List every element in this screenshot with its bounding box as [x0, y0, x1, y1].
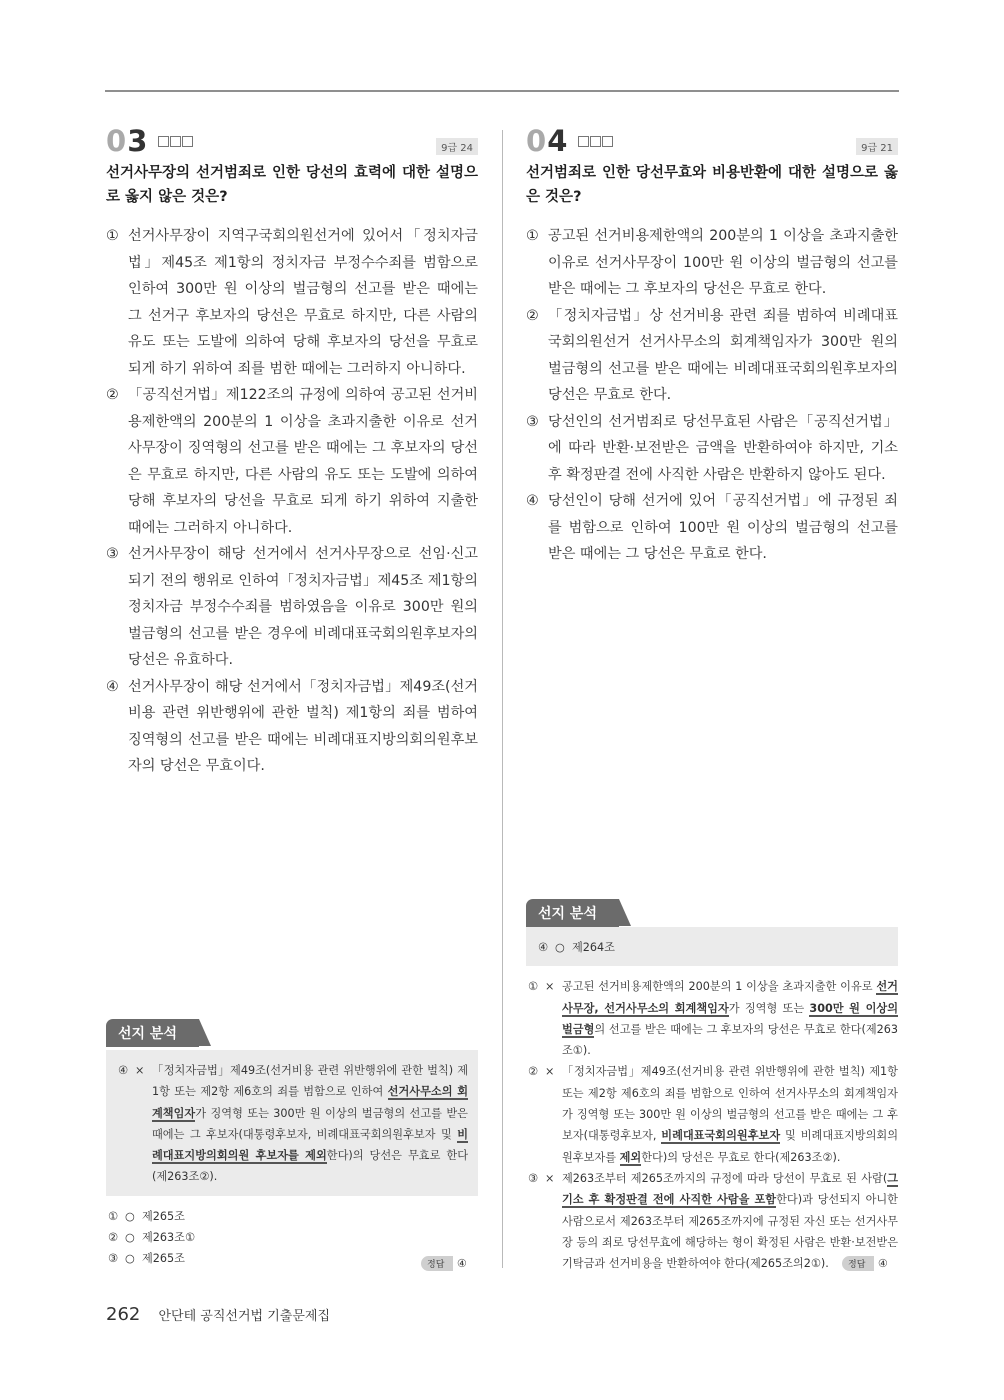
correct-mark-icon: ○ — [555, 941, 565, 954]
choice-list — [526, 223, 898, 568]
question-text: 선거사무장의 선거범죄로 인한 당선의 효력에 대한 설명으로 옳지 않은 것은? — [106, 165, 478, 205]
question-text: 선거범죄로 인한 당선무효와 비용반환에 대한 설명으로 옳은 것은? — [526, 165, 898, 205]
choice-1: ① 공고된 선거비용제한액의 200분의 1 이상을 초과지출한 이유로 선거사무장이 100만 원 이상의 벌금형의 선고를 받은 때에는 그 후보자의 당선은 무효로 한다. — [526, 228, 898, 297]
analysis-row: ④ × 「정치자금법」제49조(선거비용 관련 위반행위에 관한 벌칙) 제1항 또는 제2항 제6호의 죄를 범함으로 인하여 선거사무소의 회계책임자가 징역형 또는 300만 원 이상의 벌금형의 선고를 받은 때에는 그 후보자(대통령후보자, 비례대표국회의원후보자 및 비례대표지방의회의원 후보자를 제외한다)의 당선은 무효로 한다(제263조②). — [116, 1060, 468, 1188]
page-footer — [106, 1304, 330, 1325]
correct-mark-icon: ○ — [125, 1252, 135, 1266]
question-03 — [106, 125, 478, 780]
question-header — [106, 125, 478, 158]
question-number: 04 — [526, 124, 569, 158]
choice-2: ② 「공직선거법」제122조의 규정에 의하여 공고된 선거비용제한액의 200분의 1 이상을 초과지출한 이유로 선거사무장이 징역형의 선고를 받은 때에는 그 후보자의 당선은 무효로 하지만, 다른 사람의 유도 또는 도발에 의하여 당해 후보자의 당선을 무효로 되게 하기 위하여 지출한 때에는 그러하지 아니하다. — [106, 387, 478, 536]
analysis-highlight — [106, 1050, 478, 1196]
wrong-mark-icon: × — [545, 980, 555, 994]
choice-4: ④ 선거사무장이 해당 선거에서「정치자금법」제49조(선거비용 관련 위반행위에 관한 벌칙) 제1항의 죄를 범하여 징역형의 선고를 받은 때에는 비례대표지방의회의원후보자의 당선은 무효이다. — [106, 678, 478, 774]
analysis-04 — [526, 899, 898, 1274]
choice-list — [106, 223, 478, 780]
checkbox-icons — [158, 132, 194, 151]
exam-tag: 9급 24 — [436, 138, 478, 155]
question-04 — [526, 125, 898, 568]
exam-tag: 9급 21 — [856, 138, 898, 155]
book-title: 안단테 공직선거법 기출문제집 — [158, 1309, 331, 1324]
checkbox-icons — [578, 132, 614, 151]
analysis-row: ④ ○ 제264조 — [536, 937, 888, 958]
answer-03: 정답 ④ — [421, 1256, 467, 1271]
question-header — [526, 125, 898, 158]
analysis-title: 선지 분석 — [106, 1019, 199, 1047]
choice-3: ③ 선거사무장이 해당 선거에서 선거사무장으로 선임·신고되기 전의 행위로 인하여「정치자금법」제45조 제1항의 정치자금 부정수수죄를 범하였음을 이유로 300만 원의 벌금형의 선고를 받은 경우에 비례대표국회의원후보자의 당선은 유효하다. — [106, 546, 478, 668]
choice-4: ④ 당선인이 당해 선거에 있어「공직선거법」에 규정된 죄를 범함으로 인하여 100만 원 이상의 벌금형의 선고를 받은 때에는 그 당선은 무효로 한다. — [526, 493, 898, 562]
column-divider — [502, 130, 503, 1268]
analysis-title: 선지 분석 — [526, 899, 619, 927]
analysis-row: ① ○ 제265조 — [106, 1206, 478, 1227]
question-number: 03 — [106, 124, 149, 158]
choice-1: ① 선거사무장이 지역구국회의원선거에 있어서「정치자금법」제45조 제1항의 정치자금 부정수수죄를 범함으로 인하여 300만 원 이상의 벌금형의 선고를 받은 때에는 그 선거구 후보자의 당선은 무효로 하지만, 다른 사람의 유도 또는 도발에 의하여 당해 후보자의 당선을 무효로 되게 하기 위하여 죄를 범한 때에는 그러하지 아니하다. — [106, 228, 478, 377]
answer-04: 정답 ④ — [842, 1256, 888, 1271]
analysis-row: ③ × 제263조부터 제265조까지의 규정에 따라 당선이 무효로 된 사람(그 기소 후 확정판결 전에 사직한 사람을 포함한다)과 당선되지 아니한 사람으로서 제263조부터 제265조까지에 규정된 자신 또는 선거사무장 등의 죄로 당선무효에 해당하는 형이 확정된 사람은 반환·보전받은 기탁금과 선거비용을 반환하여야 한다(제265조의2①). — [526, 1168, 898, 1274]
correct-mark-icon: ○ — [125, 1231, 135, 1245]
analysis-row: ② × 「정치자금법」제49조(선거비용 관련 위반행위에 관한 벌칙) 제1항 또는 제2항 제6호의 죄를 범함으로 인하여 선거사무소의 회계책임자가 징역형 또는 300만 원 이상의 벌금형의 선고를 받은 때에는 그 후보자(대통령후보자, 비례대표국회의원후보자 및 비례대표지방의회의원후보자를 제외한다)의 당선은 무효로 한다(제263조②). — [526, 1061, 898, 1167]
analysis-highlight — [526, 927, 898, 966]
choice-2: ② 「정치자금법」상 선거비용 관련 죄를 범하여 비례대표국회의원선거 선거사무소의 회계책임자가 300만 원의 벌금형의 선고를 받은 때에는 비례대표국회의원후보자의 당선은 무효로 한다. — [526, 307, 898, 403]
wrong-mark-icon: × — [545, 1065, 555, 1079]
wrong-mark-icon: × — [135, 1064, 145, 1077]
analysis-03 — [106, 1019, 478, 1270]
choice-3: ③ 당선인의 선거범죄로 당선무효된 사람은「공직선거법」에 따라 반환·보전받은 금액을 반환하여야 하지만, 기소 후 확정판결 전에 사직한 사람은 반환하지 않아도 된다. — [526, 413, 898, 483]
analysis-list — [526, 976, 898, 1274]
wrong-mark-icon: × — [545, 1171, 555, 1185]
page-number: 262 — [106, 1304, 141, 1325]
top-rule — [105, 90, 899, 92]
analysis-row: ② ○ 제263조① — [106, 1227, 478, 1248]
analysis-row: ③ ○ 제265조 — [106, 1248, 478, 1269]
analysis-row: ① × 공고된 선거비용제한액의 200분의 1 이상을 초과지출한 이유로 선거사무장, 선거사무소의 회계책임자가 징역형 또는 300만 원 이상의 벌금형의 선고를 받은 때에는 그 후보자의 당선은 무효로 한다(제263조①). — [526, 976, 898, 1061]
correct-mark-icon: ○ — [125, 1209, 135, 1223]
